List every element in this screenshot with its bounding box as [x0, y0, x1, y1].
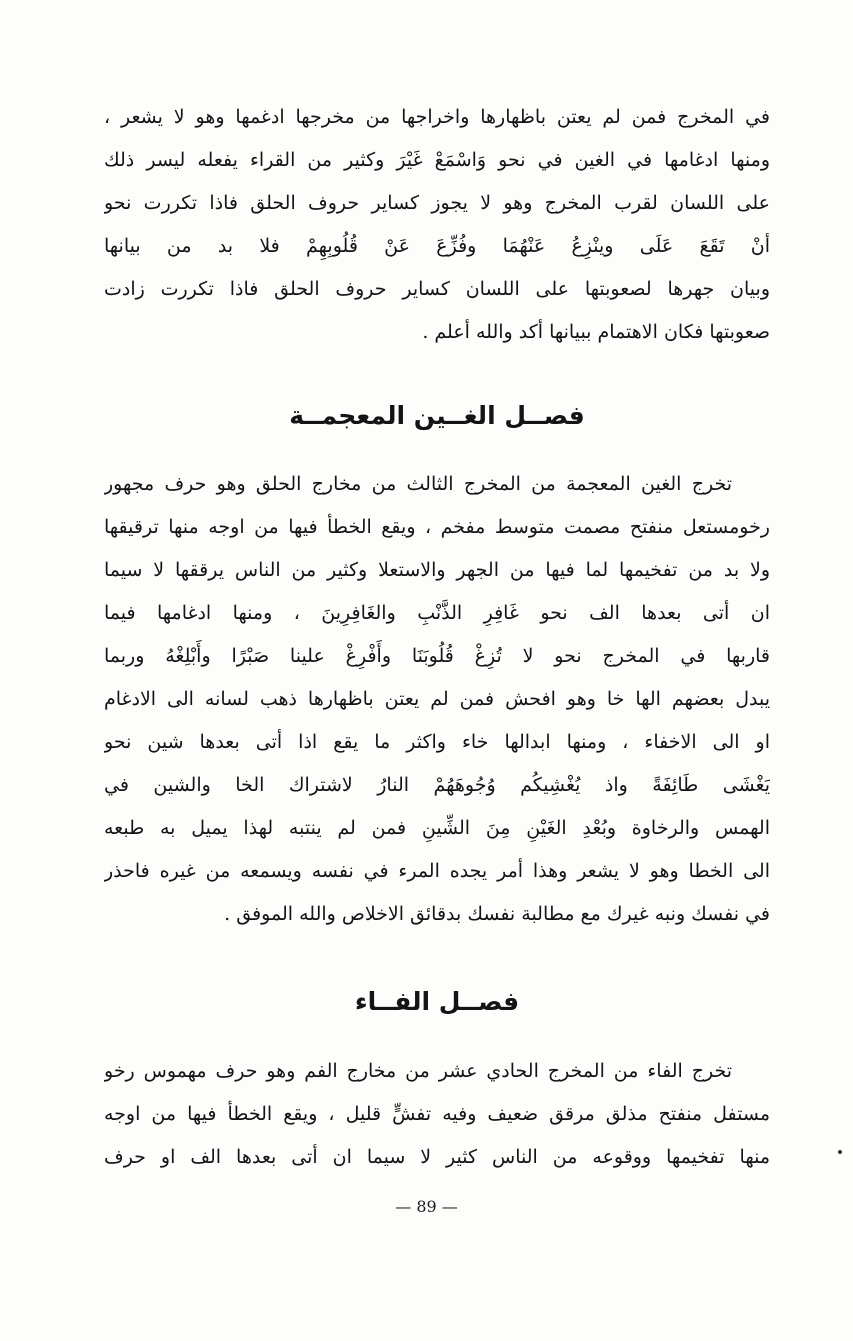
section-heading-fa: فصــل الفــاء — [354, 987, 520, 1016]
text-line: أنْ تَقَعَ عَلَى وينْزِعُ عَنْهُمَا وفُزِّعَ عَنْ قُلُوبِهِمْ فلا بد من بيانها — [104, 235, 770, 257]
paragraph-fa — [104, 1050, 770, 1179]
scan-speck — [838, 1150, 842, 1154]
text-line: على اللسان لقرب المخرج وهو لا يجوز كساير حروف الحلق فاذا تكررت نحو — [104, 192, 770, 214]
text-line: في المخرج فمن لم يعتن باظهارها واخراجها من مخرجها ادغمها وهو لا يشعر ، — [104, 106, 770, 128]
text-line: قاربها في المخرج نحو لا تُزِغْ قُلُوبَنَا وأَفْرِغْ علينا صَبْرًا وأَبْلِغْهُ وربما — [104, 645, 770, 667]
text-line: ان أتى بعدها الف نحو غَافِرِ الذَّنْبِ والغَافِرِينَ ، ومنها ادغامها فيما — [104, 602, 770, 624]
text-line: يبدل بعضهم الها خا وهو افحش فمن لم يعتن باظهارها ذهب لسانه الى الادغام — [104, 688, 770, 710]
text-line: وبيان جهرها لصعوبتها على اللسان كساير حروف الحلق فاذا تكررت زادت — [104, 278, 770, 300]
text-line: الى الخطا وهو لا يشعر وهذا أمر يجده المرء في نفسه ويسمعه من غيره فاحذر — [104, 860, 770, 882]
paragraph-ghayn — [104, 463, 770, 936]
text-line: يَغْشَى طَائِفَةً واذ يُغْشِيكُم وُجُوهَهُمْ النارُ لاشتراك الخا والشين في — [104, 774, 770, 796]
text-line: تخرج الفاء من المخرج الحادي عشر من مخارج الفم وهو حرف مهموس رخو — [104, 1060, 732, 1082]
text-line: تخرج الغين المعجمة من المخرج الثالث من مخارج الحلق وهو حرف مجهور — [104, 473, 732, 495]
text-line: ومنها ادغامها في الغين في نحو وَاسْمَعْ غَيْرَ وكثير من القراء يفعله ليسر ذلك — [104, 149, 770, 171]
text-line: الهمس والرخاوة وبُعْدِ الغَيْنِ مِنَ الشِّينِ فمن لم ينتبه لهذا يميل به طبعه — [104, 817, 770, 839]
text-line: او الى الاخفاء ، ومنها ابدالها خاء واكثر ما يقع اذا أتى بعدها شين نحو — [104, 731, 770, 753]
text-line: منها تفخيمها ووقوعه من الناس كثير لا سيما ان أتى بعدها الف او حرف — [104, 1146, 770, 1168]
text-line: مستفل منفتح مذلق مرقق ضعيف وفيه تفشٍّ قليل ، ويقع الخطأ فيها من اوجه — [104, 1103, 770, 1125]
section-heading-ghayn: فصــل الغــين المعجمــة — [289, 401, 585, 430]
text-line: في نفسك ونبه غيرك مع مطالبة نفسك بدقائق الاخلاص والله الموفق . — [224, 903, 770, 925]
text-line: رخومستعل منفتح مصمت متوسط مفخم ، ويقع الخطأ فيها من اوجه منها ترقيقها — [104, 516, 770, 538]
text-line: ولا بد من تفخيمها لما فيها من الجهر والاستعلا وكثير من الناس يرققها لا سيما — [104, 559, 770, 581]
text-line: صعوبتها فكان الاهتمام ببيانها أكد والله أعلم . — [422, 321, 770, 343]
page-number: — 89 — — [395, 1197, 458, 1216]
paragraph-ra-ending — [104, 96, 770, 354]
